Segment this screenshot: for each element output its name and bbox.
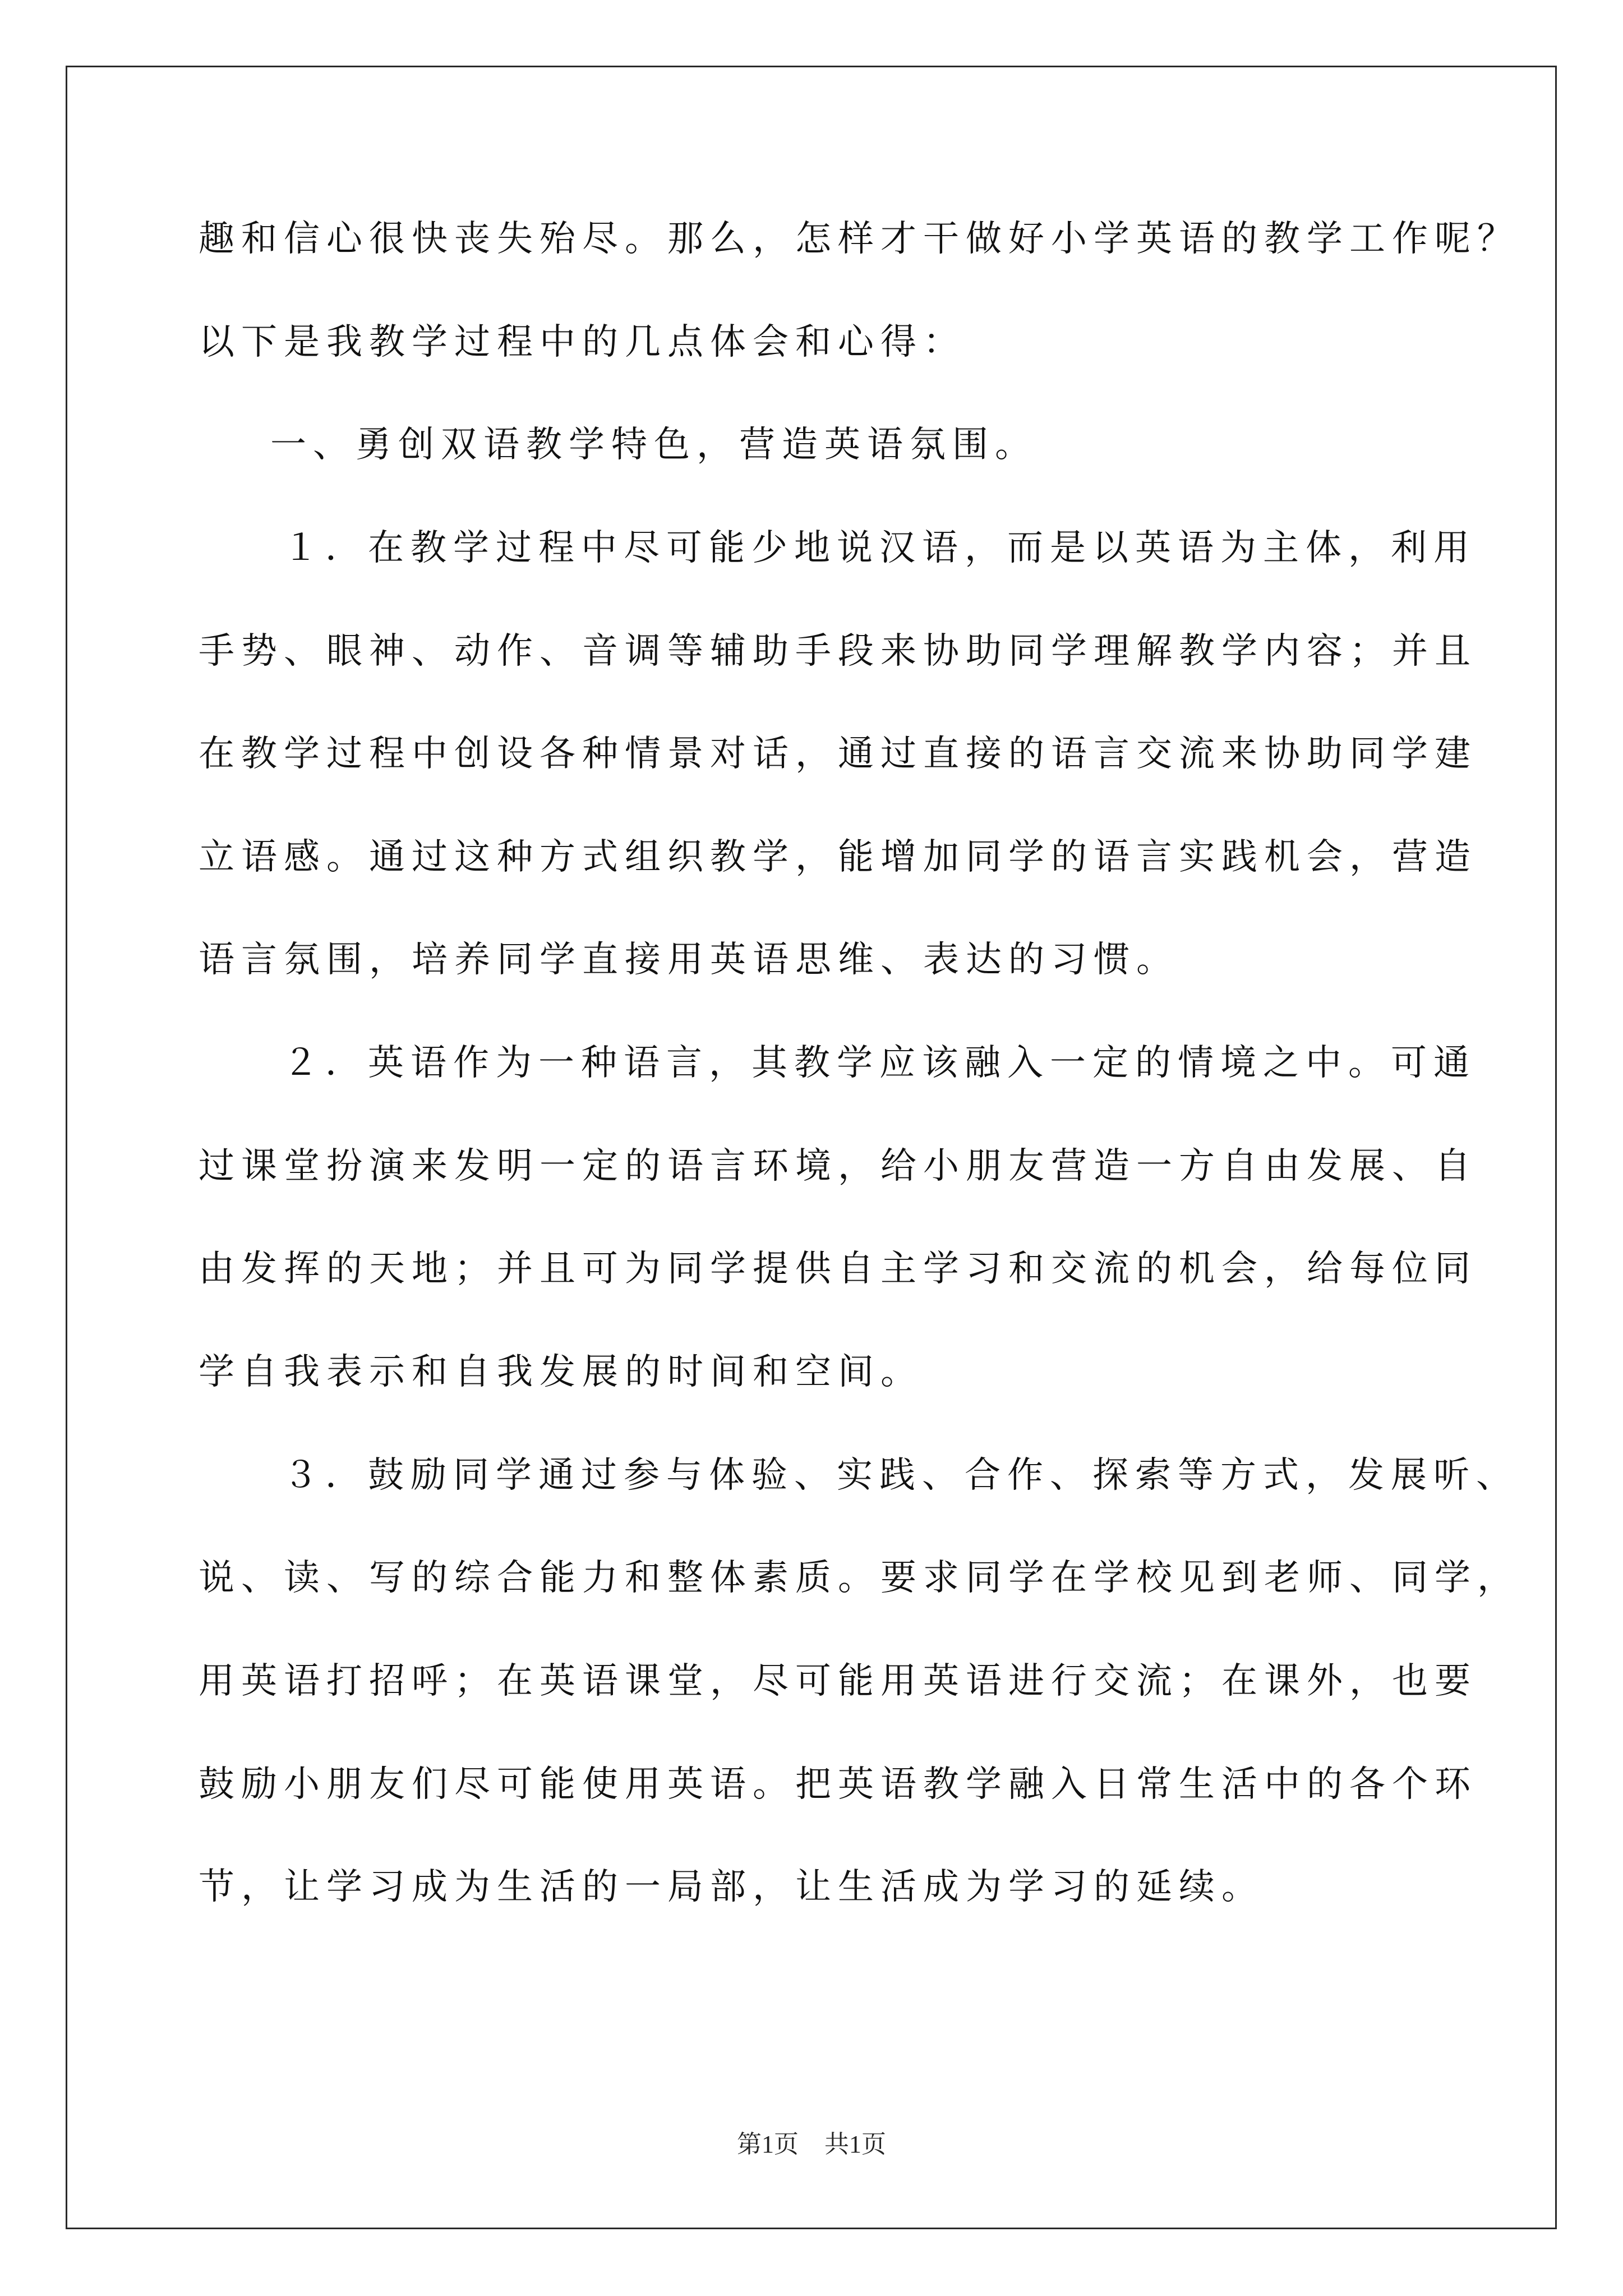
paragraph-line: 用英语打招呼；在英语课堂，尽可能用英语进行交流；在课外，也要 xyxy=(199,1660,1477,1702)
section-heading: 一、勇创双语教学特色，营造英语氛围。 xyxy=(270,424,1038,466)
paragraph-line: 立语感。通过这种方式组织教学，能增加同学的语言实践机会，营造 xyxy=(199,836,1477,878)
page-total: 共1页 xyxy=(824,2131,886,2158)
paragraph-line: 鼓励小朋友们尽可能使用英语。把英语教学融入日常生活中的各个环 xyxy=(199,1764,1477,1805)
page-footer xyxy=(0,2129,1623,2160)
paragraph-line: 节，让学习成为生活的一局部，让生活成为学习的延续。 xyxy=(199,1866,1264,1908)
paragraph-line: 以下是我教学过程中的几点体会和心得： xyxy=(199,321,966,363)
paragraph-line: 由发挥的天地；并且可为同学提供自主学习和交流的机会，给每位同 xyxy=(199,1248,1477,1290)
paragraph-line: 过课堂扮演来发明一定的语言环境，给小朋友营造一方自由发展、自 xyxy=(199,1145,1477,1187)
paragraph-line: 趣和信心很快丧失殆尽。那么，怎样才干做好小学英语的教学工作呢？ xyxy=(199,218,1520,260)
page-number: 第1页 xyxy=(737,2131,799,2158)
paragraph-line: ２．英语作为一种语言，其教学应该融入一定的情境之中。可通 xyxy=(283,1042,1476,1084)
paragraph-line: 学自我表示和自我发展的时间和空间。 xyxy=(199,1351,923,1393)
paragraph-line: １．在教学过程中尽可能少地说汉语，而是以英语为主体，利用 xyxy=(283,527,1476,569)
paragraph-line: 在教学过程中创设各种情景对话，通过直接的语言交流来协助同学建 xyxy=(199,733,1477,775)
paragraph-line: 说、读、写的综合能力和整体素质。要求同学在学校见到老师、同学， xyxy=(199,1557,1520,1599)
paragraph-line: 手势、眼神、动作、音调等辅助手段来协助同学理解教学内容；并且 xyxy=(199,631,1477,672)
paragraph-line: ３．鼓励同学通过参与体验、实践、合作、探索等方式，发展听、 xyxy=(283,1455,1519,1496)
paragraph-line: 语言氛围，培养同学直接用英语思维、表达的习惯。 xyxy=(199,939,1179,981)
